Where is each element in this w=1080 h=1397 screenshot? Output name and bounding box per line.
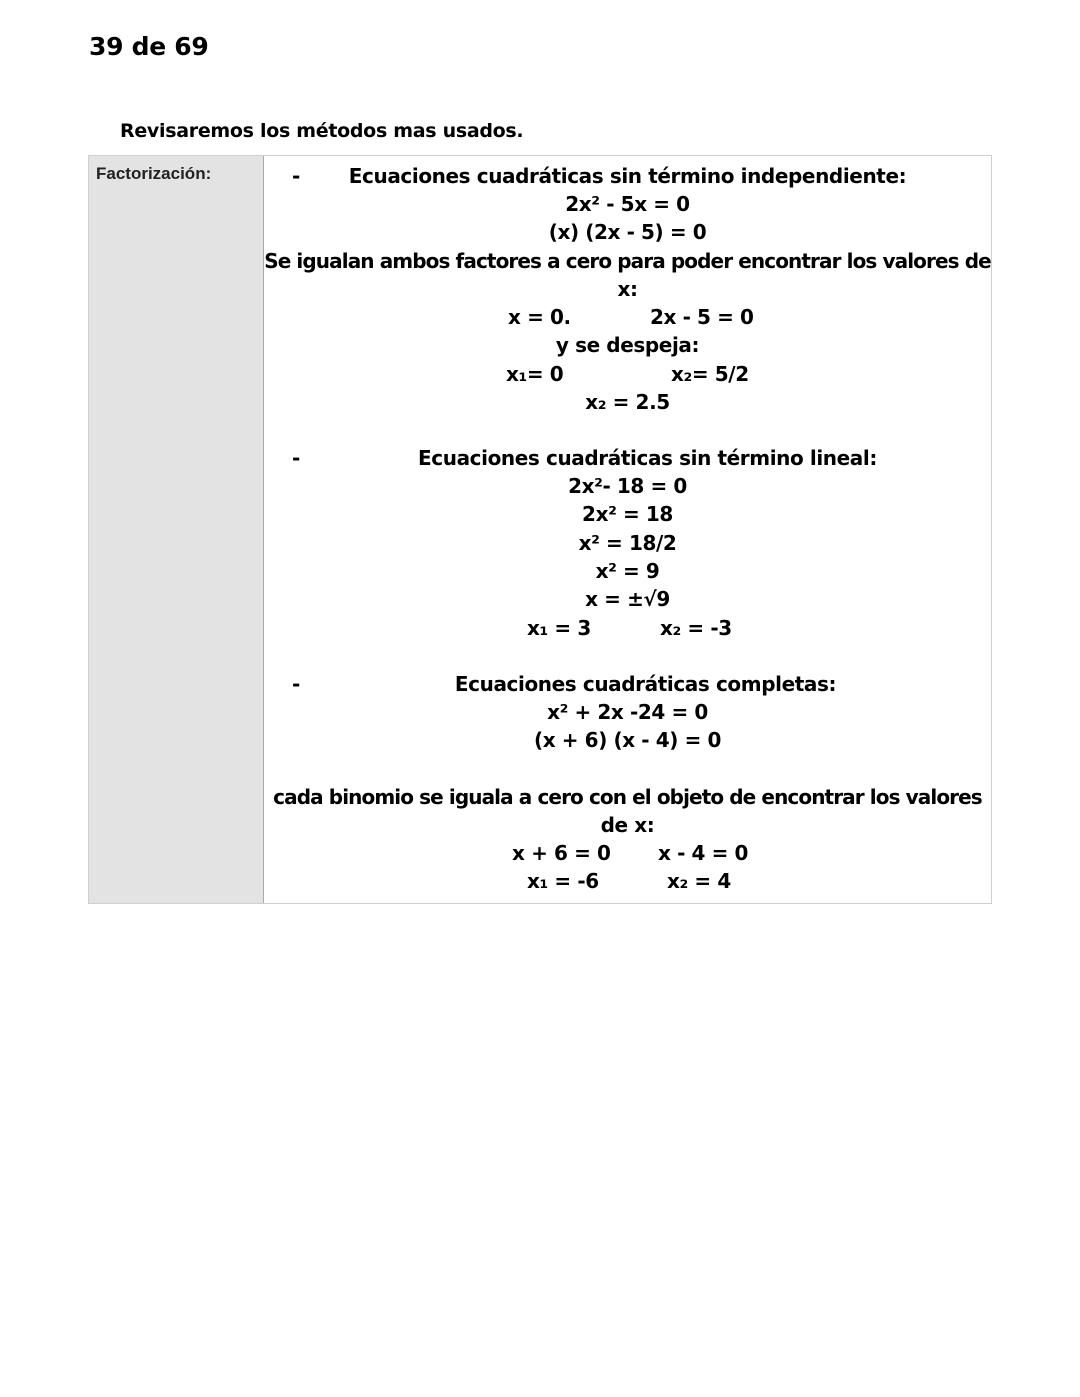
section-2-line-1: 2x²- 18 = 0: [568, 474, 687, 498]
section-1-explanation-end: x:: [617, 277, 638, 301]
section-3-explanation: cada binomio se iguala a cero con el objeto de encontrar los valores: [273, 785, 982, 809]
section-1-pair-1: [264, 303, 991, 331]
method-label: Factorización:: [96, 164, 212, 183]
section-2-line-2: 2x² = 18: [582, 502, 673, 526]
section-3-binomial-b: x - 4 = 0: [658, 841, 749, 865]
method-label-cell: [89, 156, 264, 903]
section-1-equation: 2x² - 5x = 0: [565, 192, 690, 216]
section-2-heading: Ecuaciones cuadráticas sin término lineal:: [418, 446, 877, 470]
section-3-pair-1: [264, 839, 991, 867]
section-3-binomial-a: x + 6 = 0: [512, 841, 611, 865]
section-1-root-1: x₁= 0: [506, 362, 564, 386]
section-2-pair: [264, 614, 991, 642]
section-2-line-3: x² = 18/2: [578, 531, 677, 555]
section-1-bullet: -: [292, 164, 301, 188]
page-number: 39 de 69: [89, 32, 209, 61]
method-table: [88, 155, 992, 904]
section-1-explanation: Se igualan ambos factores a cero para poder encontrar los valores de: [264, 249, 991, 273]
section-3-root-2: x₂ = 4: [667, 869, 731, 893]
section-3-heading: Ecuaciones cuadráticas completas:: [454, 672, 837, 696]
section-1-factor-a: x = 0.: [508, 305, 571, 329]
method-content-cell: [264, 156, 991, 903]
section-2-line-4: x² = 9: [595, 559, 660, 583]
section-1-pair-2: [264, 360, 991, 388]
section-3-bullet: -: [292, 672, 301, 696]
section-3-equation: x² + 2x -24 = 0: [547, 700, 708, 724]
section-2-root-2: x₂ = -3: [660, 616, 732, 640]
section-1-factored: (x) (2x - 5) = 0: [548, 220, 707, 244]
intro-text: Revisaremos los métodos mas usados.: [120, 120, 524, 142]
section-3-root-1: x₁ = -6: [527, 869, 599, 893]
section-3-factored: (x + 6) (x - 4) = 0: [533, 728, 722, 752]
section-1-result: x₂ = 2.5: [585, 390, 670, 414]
section-3-explanation-end: de x:: [600, 813, 655, 837]
section-1-factor-b: 2x - 5 = 0: [650, 305, 754, 329]
section-1-root-2: x₂= 5/2: [671, 362, 749, 386]
section-3-pair-2: [264, 867, 991, 895]
section-2-line-5: x = ±√9: [585, 587, 670, 611]
section-2-root-1: x₁ = 3: [527, 616, 591, 640]
section-2-bullet: -: [292, 446, 301, 470]
section-1-heading: Ecuaciones cuadráticas sin término independiente:: [348, 164, 907, 188]
section-1-step: y se despeja:: [555, 333, 700, 357]
